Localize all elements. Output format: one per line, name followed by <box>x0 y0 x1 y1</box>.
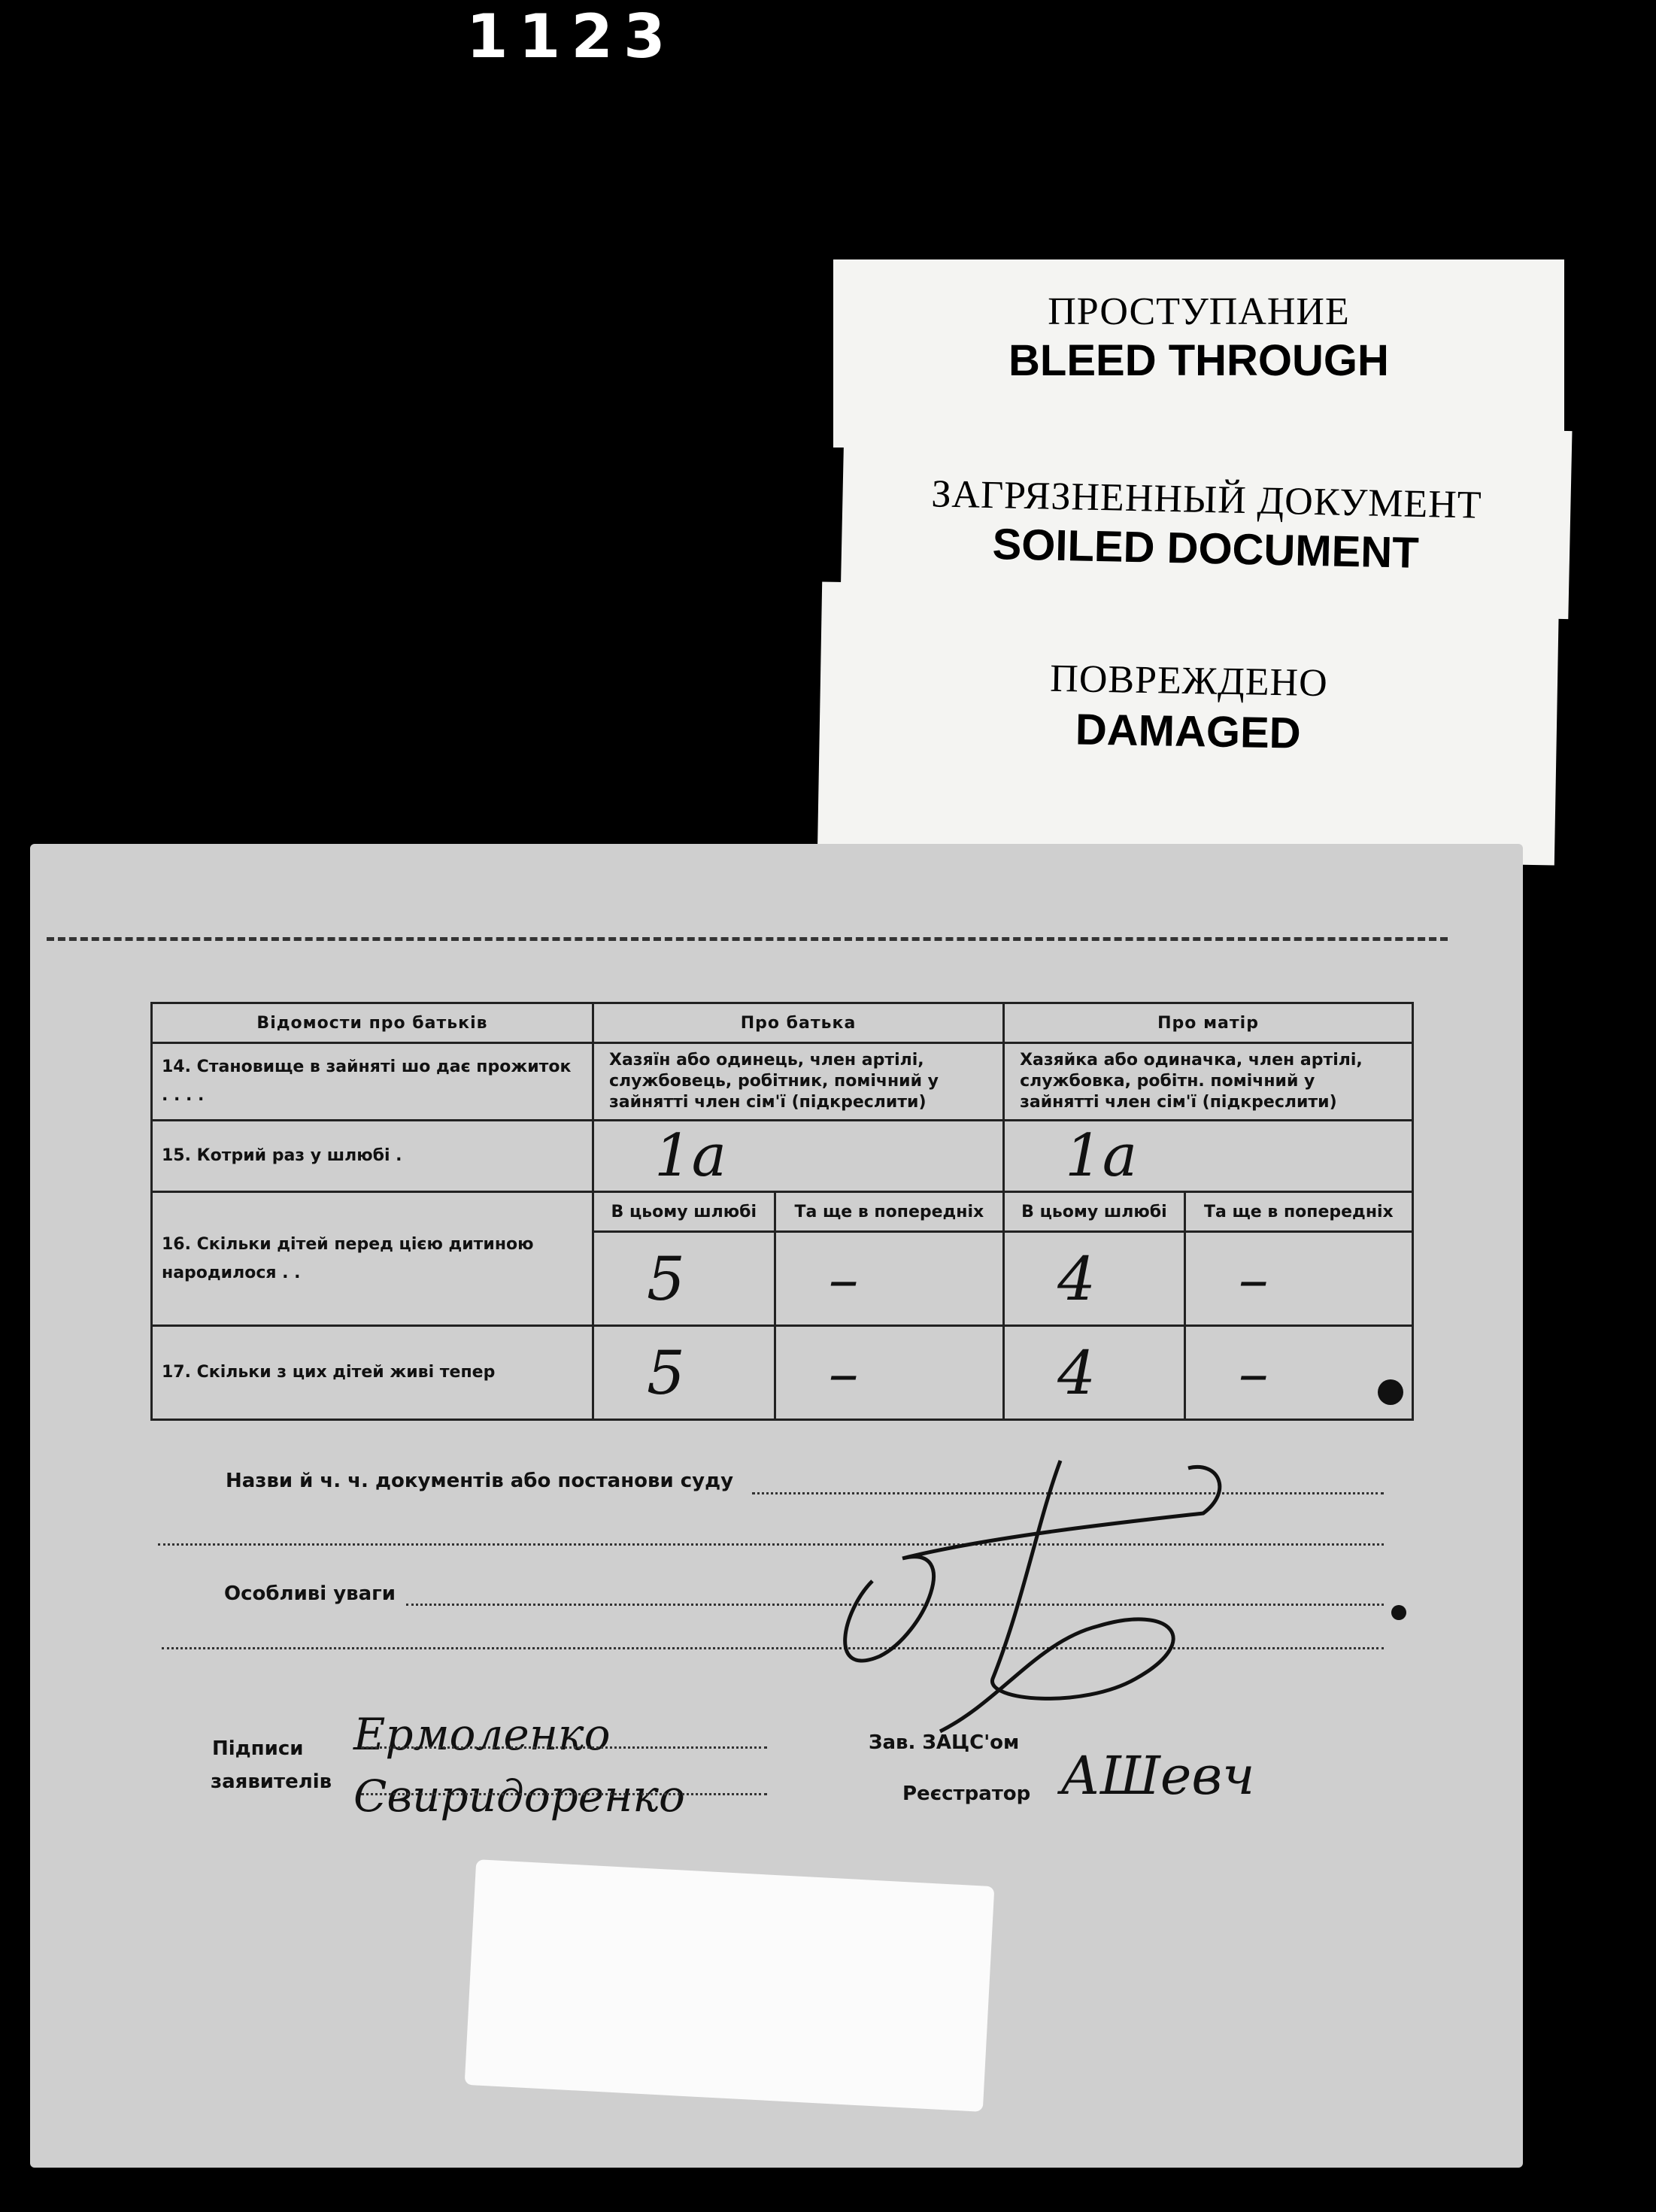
header-father: Про батька <box>593 1003 1004 1043</box>
signatures-label-line1: Підписи <box>212 1737 304 1760</box>
row14-mother: Хазяйка або одиначка, член артілі, службовка, робітн. помічний у зайнятті член сім'ї (підкреслити) <box>1004 1043 1413 1121</box>
archive-number: 1123 <box>466 2 676 71</box>
tag-ru-text: ПРОСТУПАНИЕ <box>1048 290 1350 333</box>
paper-patch <box>465 1859 995 2112</box>
row14-label: 14. Становище в зайняті шо дає прожиток . . . . <box>152 1043 593 1121</box>
row17-label: 17. Скільки з цих дітей живі тепер <box>152 1326 593 1420</box>
paper-hole <box>1391 1605 1406 1620</box>
row16-label: 16. Скільки дітей перед цією дитиною народилося . . <box>152 1192 593 1326</box>
subheader-father-this: В цьому шлюбі <box>593 1192 775 1232</box>
row16-father-this: 5 <box>593 1232 775 1326</box>
row17-mother-this: 4 <box>1004 1326 1185 1420</box>
row16-mother-prev: – <box>1184 1232 1412 1326</box>
registrar-label: Реєстратор <box>902 1783 1031 1805</box>
header-parents-info: Відомости про батьків <box>152 1003 593 1043</box>
row15-mother-value: 1а <box>1004 1121 1413 1192</box>
tag-ru-text: ЗАГРЯЗНЕННЫЙ ДОКУМЕНТ <box>930 472 1483 527</box>
head-label: Зав. ЗАЦС'ом <box>869 1731 1020 1754</box>
tag-ru-text: ПОВРЕЖДЕНО <box>1049 657 1329 705</box>
applicant-signature-2: Свиридоренко <box>353 1771 685 1822</box>
paper-hole <box>1378 1379 1403 1405</box>
row15-label: 15. Котрий раз у шлюбі . <box>152 1121 593 1192</box>
row17-father-this: 5 <box>593 1326 775 1420</box>
perforation-line <box>47 937 1448 941</box>
row17-father-prev: – <box>775 1326 1004 1420</box>
signature-line-1 <box>361 1746 767 1749</box>
parents-info-table <box>150 1002 1414 1421</box>
row14-father: Хазяїн або одинець, член артілі, службовець, робітник, помічний у зайнятті член сім'ї (підкреслити) <box>593 1043 1004 1121</box>
signatures-label-line2: заявителів <box>211 1771 332 1793</box>
applicant-signature-1: Ермоленко <box>353 1709 611 1760</box>
row17-mother-prev: – <box>1184 1326 1412 1420</box>
tag-en-text: SOILED DOCUMENT <box>991 520 1420 578</box>
registrar-signature: АШевч <box>1060 1745 1255 1807</box>
cancellation-scribble <box>812 1431 1278 1761</box>
subheader-mother-this: В цьому шлюбі <box>1004 1192 1185 1232</box>
row16-mother-this: 4 <box>1004 1232 1185 1326</box>
tag-en-text: DAMAGED <box>1075 705 1302 758</box>
notes-field-label: Особливі уваги <box>224 1582 396 1605</box>
subheader-father-previous: Та ще в попередніх <box>775 1192 1004 1232</box>
subheader-mother-previous: Та ще в попередніх <box>1184 1192 1412 1232</box>
documents-field-label: Назви й ч. ч. документів або постанови суду <box>226 1470 734 1492</box>
tag-en-text: BLEED THROUGH <box>1008 336 1389 385</box>
signature-line-2 <box>361 1793 767 1795</box>
header-mother: Про матір <box>1004 1003 1413 1043</box>
row15-father-value: 1а <box>593 1121 1004 1192</box>
damaged-label <box>817 581 1559 865</box>
row16-father-prev: – <box>775 1232 1004 1326</box>
